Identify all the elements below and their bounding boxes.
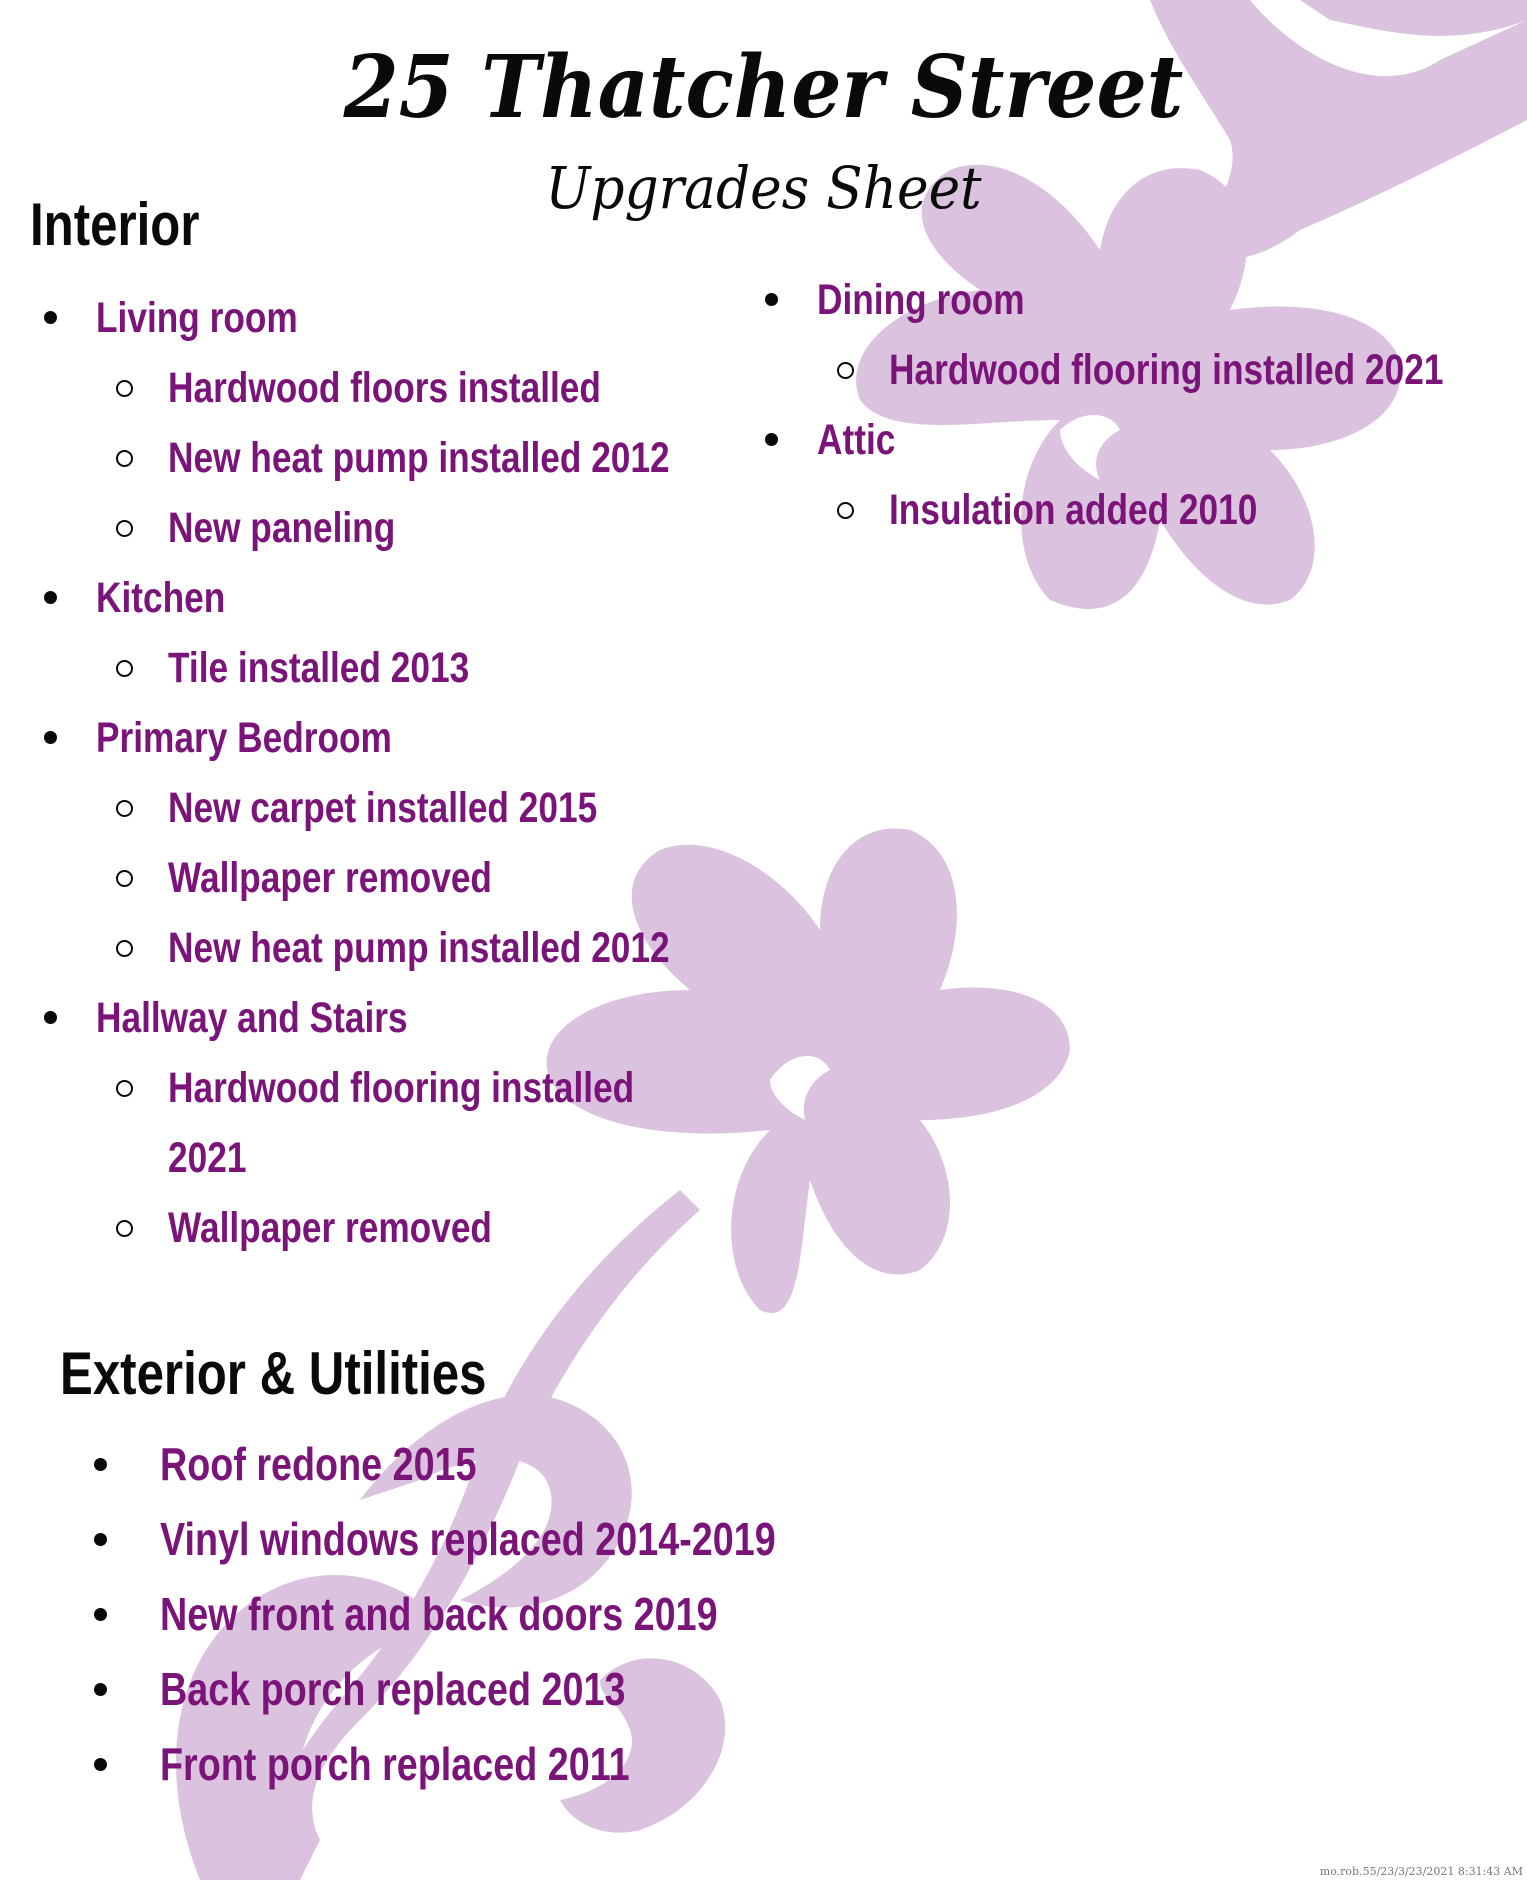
bullet-icon: [94, 1608, 107, 1621]
upgrade-item: New carpet installed 2015: [34, 773, 780, 843]
top-leaf-shape: [1300, 0, 1527, 36]
room-kitchen: Kitchen: [34, 563, 780, 633]
exterior-item: New front and back doors 2019: [82, 1577, 911, 1652]
room-dining-room: Dining room: [755, 265, 1527, 335]
circle-bullet-icon: [116, 660, 133, 677]
bullet-icon: [44, 591, 57, 604]
room-primary-bedroom: Primary Bedroom: [34, 703, 780, 773]
bullet-icon: [765, 293, 778, 306]
bullet-icon: [44, 731, 57, 744]
upgrade-item: Wallpaper removed: [34, 843, 780, 913]
upgrade-item: Hardwood floors installed: [34, 353, 780, 423]
circle-bullet-icon: [116, 1080, 133, 1097]
circle-bullet-icon: [837, 502, 854, 519]
upgrade-item: New heat pump installed 2012: [34, 423, 780, 493]
circle-bullet-icon: [116, 800, 133, 817]
exterior-item: Back porch replaced 2013: [82, 1652, 911, 1727]
upgrade-item: Hardwood flooring installed 2021: [755, 335, 1527, 405]
interior-heading: Interior: [30, 191, 200, 258]
page-subtitle: Upgrades Sheet: [545, 154, 982, 222]
circle-bullet-icon: [116, 870, 133, 887]
room-hallway-and-stairs: Hallway and Stairs: [34, 983, 780, 1053]
circle-bullet-icon: [837, 362, 854, 379]
bullet-icon: [94, 1458, 107, 1471]
exterior-item: Vinyl windows replaced 2014-2019: [82, 1502, 911, 1577]
footer-watermark: mo.rob.55/23/3/23/2021 8:31:43 AM: [1319, 1865, 1523, 1878]
room-attic: Attic: [755, 405, 1527, 475]
upgrade-item: Wallpaper removed: [34, 1193, 780, 1263]
bullet-icon: [44, 1011, 57, 1024]
interior-right-list: [755, 265, 1527, 545]
bullet-icon: [765, 433, 778, 446]
circle-bullet-icon: [116, 380, 133, 397]
page-title: 25 Thatcher Street: [343, 37, 1184, 138]
circle-bullet-icon: [116, 520, 133, 537]
upgrade-item: New paneling: [34, 493, 780, 563]
bullet-icon: [94, 1533, 107, 1546]
circle-bullet-icon: [116, 1220, 133, 1237]
bullet-icon: [44, 311, 57, 324]
exterior-heading: Exterior & Utilities: [60, 1340, 487, 1407]
upgrade-item: Insulation added 2010: [755, 475, 1527, 545]
room-living-room: Living room: [34, 283, 780, 353]
interior-left-list: [34, 283, 780, 1263]
upgrade-item: Hardwood flooring installed 2021: [34, 1053, 780, 1193]
exterior-item: Front porch replaced 2011: [82, 1727, 911, 1802]
upgrade-item: New heat pump installed 2012: [34, 913, 780, 983]
bullet-icon: [94, 1758, 107, 1771]
exterior-list: [82, 1427, 911, 1802]
upgrade-item: Tile installed 2013: [34, 633, 780, 703]
exterior-item: Roof redone 2015: [82, 1427, 911, 1502]
bullet-icon: [94, 1683, 107, 1696]
circle-bullet-icon: [116, 940, 133, 957]
circle-bullet-icon: [116, 450, 133, 467]
